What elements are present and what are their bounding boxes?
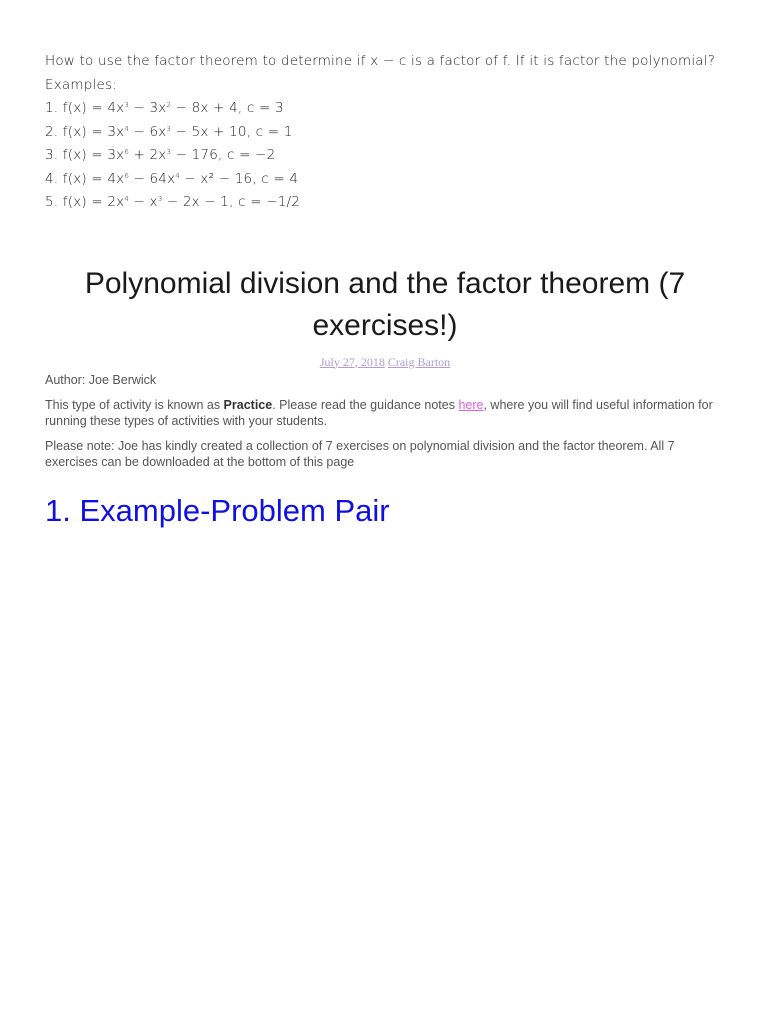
example-item: [45, 144, 725, 168]
example-exponent: 4: [124, 195, 129, 203]
example-exponent: 3: [124, 101, 129, 109]
article-meta: [37, 355, 733, 370]
example-expr-end: − 8x + 4, c = 3: [171, 100, 284, 116]
example-number: 5.: [45, 194, 59, 210]
guidance-text-end: , where you will find useful information for running these types of activities with your students.: [45, 397, 713, 428]
example-expr-start: f(x) = 2x: [62, 194, 125, 210]
example-expr-mid: − 6x: [129, 123, 167, 140]
example-exponent: 6: [124, 148, 129, 156]
article-title: Polynomial division and the factor theorem (7 exercises!): [84, 266, 686, 342]
post-date-link[interactable]: July 27, 2018: [319, 354, 385, 369]
author-link[interactable]: Craig Barton: [387, 354, 451, 369]
example-expr-start: f(x) = 4x: [62, 100, 125, 116]
example-expr-start: f(x) = 3x: [62, 123, 125, 140]
examples-list: [45, 97, 725, 215]
guidance-notes-link[interactable]: here: [458, 397, 484, 412]
example-number: 2.: [45, 123, 59, 140]
example-item: [45, 121, 725, 145]
example-item: [45, 97, 725, 121]
guidance-text-start: This type of activity is known as: [45, 397, 224, 412]
example-expr-mid: + 2x: [129, 147, 167, 163]
example-expr-start: f(x) = 3x: [62, 147, 125, 163]
example-expr-end: − 5x + 10, c = 1: [171, 123, 293, 140]
practice-label: Practice: [223, 397, 273, 412]
example-exponent: 3: [166, 124, 172, 133]
example-item: [45, 191, 725, 215]
examples-label: Examples:: [45, 76, 117, 93]
guidance-text-mid: . Please read the guidance notes: [272, 397, 459, 412]
question-text: How to use the factor theorem to determine if x − c is a factor of f. If it is factor the polynomial?: [45, 53, 716, 69]
example-exponent: 3: [166, 148, 172, 156]
example-expr-end: − 2x − 1, c = −1/2: [162, 194, 301, 210]
example-expr-end: − 176, c = −2: [171, 147, 276, 163]
example-number: 4.: [45, 170, 59, 187]
example-exponent: 3: [157, 195, 163, 203]
author-line: Author: Joe Berwick: [45, 372, 157, 387]
example-exponent: 2: [166, 101, 172, 109]
example-exponent: 4: [175, 171, 180, 180]
example-exponent: 6: [124, 171, 129, 180]
guidance-paragraph: [45, 397, 725, 429]
example-expr-start: f(x) = 4x: [62, 170, 125, 187]
example-exponent: 4: [124, 124, 129, 133]
note-paragraph: Please note: Joe has kindly created a collection of 7 exercises on polynomial division and the factor theorem. All 7 exercises can be downloaded at the bottom of this page: [45, 438, 675, 469]
example-item: [45, 168, 725, 192]
question-block: [45, 50, 725, 215]
example-expr-mid: − 3x: [129, 100, 167, 116]
example-number: 1.: [45, 100, 59, 116]
document-page: [45, 50, 725, 530]
example-expr-mid: − x: [129, 194, 158, 210]
example-expr-end: − x² − 16, c = 4: [179, 170, 299, 187]
example-expr-mid: − 64x: [129, 170, 176, 187]
example-number: 3.: [45, 147, 59, 163]
section-heading: 1. Example-Problem Pair: [45, 492, 390, 528]
